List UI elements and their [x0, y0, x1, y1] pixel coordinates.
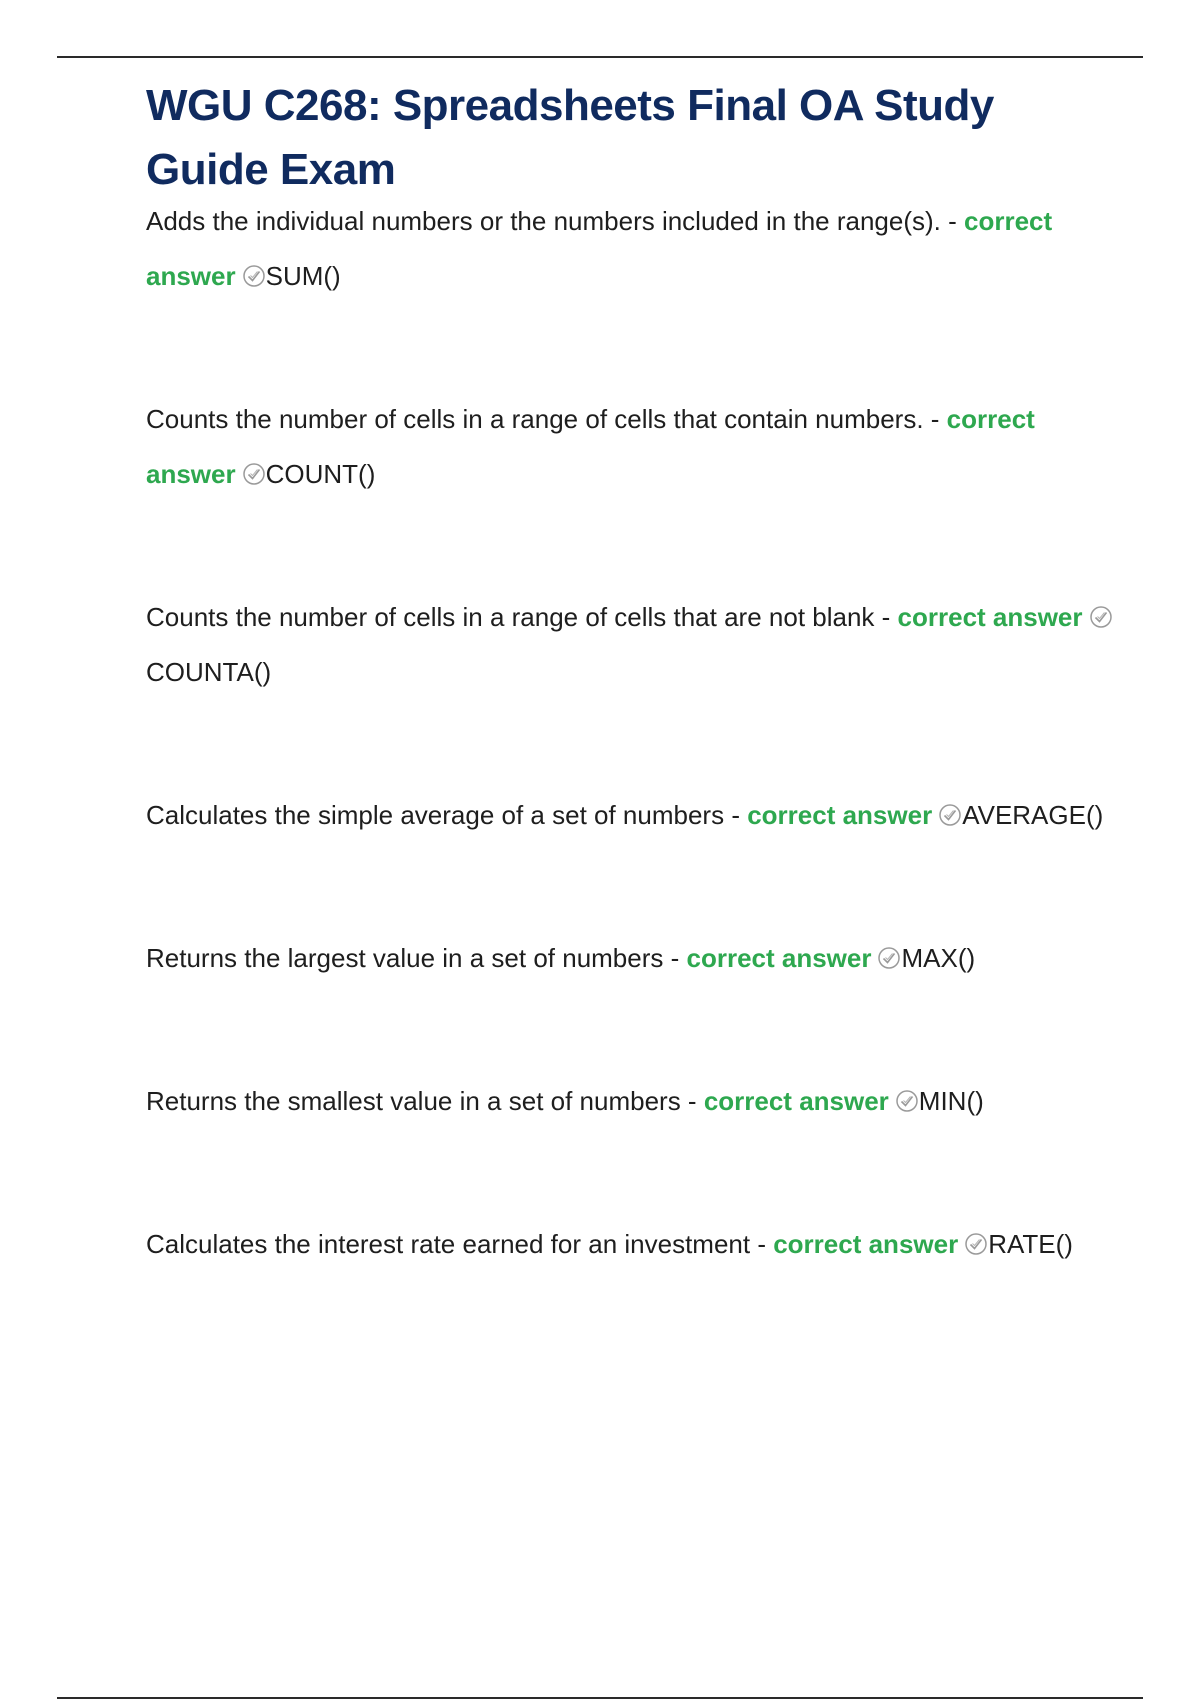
qa-item: [146, 590, 1126, 700]
correct-answer-label: correct answer: [703, 1086, 889, 1116]
separator: -: [940, 206, 965, 236]
bottom-rule: [57, 1697, 1143, 1699]
page-content: [146, 74, 1126, 1272]
qa-list: [146, 194, 1126, 1272]
question-text: Returns the smallest value in a set of numbers: [146, 1086, 681, 1116]
correct-answer-label: correct answer: [773, 1229, 959, 1259]
question-text: Calculates the interest rate earned for an investment: [146, 1229, 751, 1259]
qa-item: [146, 788, 1126, 843]
answer-text: COUNT(): [265, 459, 376, 489]
qa-item: [146, 1074, 1126, 1129]
check-circle-icon: [895, 1089, 919, 1113]
separator: -: [680, 1086, 704, 1116]
correct-answer-label: correct answer: [686, 943, 872, 973]
answer-text: MAX(): [901, 943, 976, 973]
check-circle-icon: [242, 264, 266, 288]
check-circle-icon: [877, 946, 901, 970]
correct-answer-label: correct answer: [146, 404, 1035, 489]
document-title: WGU C268: Spreadsheets Final OA Study Guide Exam: [146, 81, 994, 194]
answer-text: SUM(): [265, 261, 341, 291]
check-circle-icon: [242, 462, 266, 486]
separator: -: [663, 943, 687, 973]
answer-text: AVERAGE(): [962, 800, 1104, 830]
separator: -: [923, 404, 947, 434]
qa-item: [146, 931, 1126, 986]
question-text: Counts the number of cells in a range of cells that contain numbers.: [146, 404, 924, 434]
correct-answer-label: correct answer: [747, 800, 933, 830]
separator: -: [750, 1229, 774, 1259]
separator: -: [874, 602, 898, 632]
qa-item: [146, 194, 1126, 304]
correct-answer-label: correct answer: [897, 602, 1083, 632]
check-circle-icon: [964, 1232, 988, 1256]
correct-answer-label: correct answer: [146, 206, 1053, 291]
qa-item: [146, 1217, 1126, 1272]
separator: -: [724, 800, 748, 830]
qa-item: [146, 392, 1126, 502]
check-circle-icon: [938, 803, 962, 827]
answer-text: MIN(): [918, 1086, 984, 1116]
question-text: Counts the number of cells in a range of cells that are not blank: [146, 602, 875, 632]
top-rule: [57, 56, 1143, 58]
answer-text: COUNTA(): [146, 657, 272, 687]
answer-text: RATE(): [988, 1229, 1073, 1259]
question-text: Returns the largest value in a set of numbers: [146, 943, 664, 973]
question-text: Adds the individual numbers or the numbers included in the range(s).: [146, 206, 941, 236]
check-circle-icon: [1089, 605, 1113, 629]
question-text: Calculates the simple average of a set of numbers: [146, 800, 725, 830]
